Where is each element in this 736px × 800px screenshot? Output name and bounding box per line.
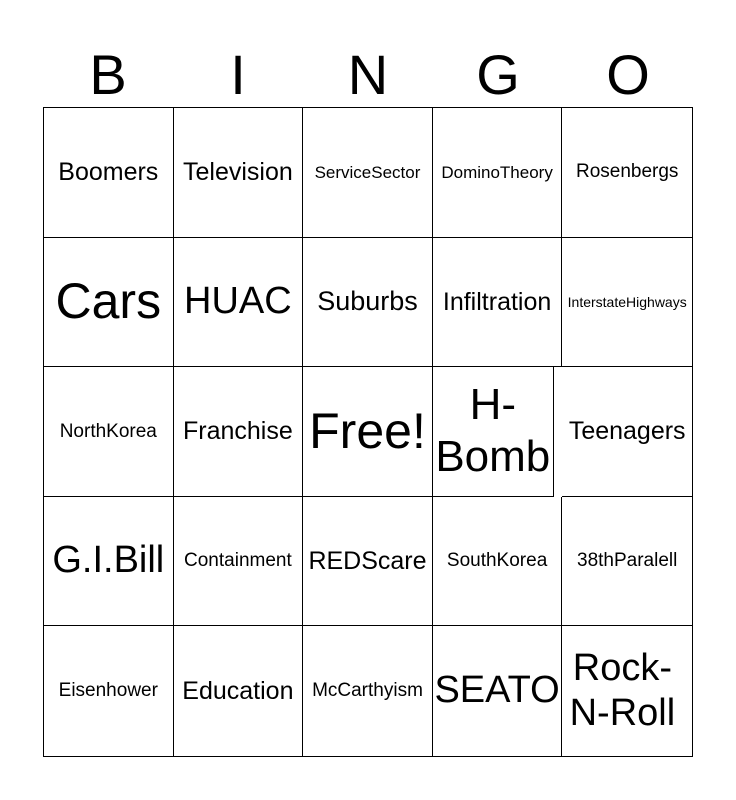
bingo-board [43, 107, 693, 757]
bingo-cell[interactable]: Cars [44, 238, 174, 368]
bingo-cell[interactable]: InterstateHighways [562, 238, 692, 368]
bingo-cell[interactable]: Containment [174, 497, 304, 627]
bingo-cell[interactable]: REDScare [303, 497, 433, 627]
bingo-cell[interactable]: SEATO [433, 626, 563, 756]
bingo-cell[interactable]: Teenagers [562, 367, 692, 497]
bingo-cell[interactable]: ServiceSector [303, 108, 433, 238]
bingo-cell[interactable]: Rock-N-Roll [569, 646, 676, 735]
bingo-cell[interactable]: Franchise [174, 367, 304, 497]
header-letter-b: B [89, 43, 127, 106]
header-letter-g: G [476, 43, 520, 106]
bingo-cell[interactable]: McCarthyism [303, 626, 433, 756]
header-letter-i: I [230, 43, 246, 106]
bingo-cell[interactable]: Education [174, 626, 304, 756]
header-letter-o: O [606, 43, 650, 106]
bingo-header [43, 44, 693, 106]
bingo-cell[interactable]: Eisenhower [44, 626, 174, 756]
bingo-cell[interactable]: DominoTheory [433, 108, 563, 238]
bingo-cell[interactable]: HUAC [174, 238, 304, 368]
bingo-cell[interactable]: H-Bomb [433, 367, 554, 497]
bingo-cell[interactable]: NorthKorea [44, 367, 174, 497]
header-letter-n: N [347, 43, 389, 106]
bingo-cell[interactable]: Infiltration [433, 238, 563, 368]
bingo-cell[interactable]: G.I.Bill [44, 497, 174, 627]
bingo-cell[interactable]: 38thParalell [562, 497, 692, 627]
bingo-cell[interactable]: Boomers [44, 108, 174, 238]
bingo-cell[interactable]: Television [174, 108, 304, 238]
bingo-cell[interactable]: Rosenbergs [562, 108, 692, 238]
bingo-cell-free[interactable]: Free! [303, 367, 433, 497]
bingo-cell[interactable]: Suburbs [303, 238, 433, 368]
bingo-cell[interactable]: SouthKorea [433, 497, 563, 627]
